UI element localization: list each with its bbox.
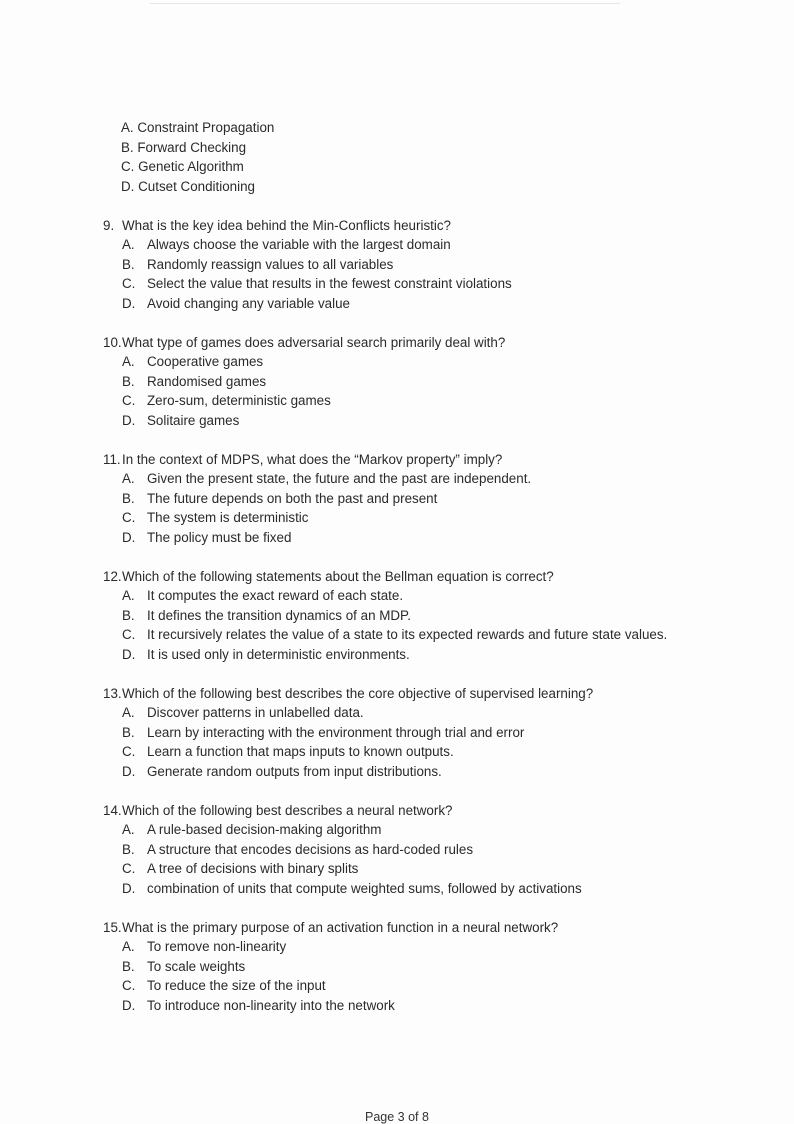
option-letter: B. bbox=[122, 958, 135, 974]
option-text: C. Genetic Algorithm bbox=[121, 159, 244, 174]
option bbox=[0, 840, 794, 860]
option-letter: A. bbox=[122, 705, 135, 720]
option-letter: B. bbox=[122, 724, 135, 740]
question-line bbox=[0, 801, 794, 821]
question-text: Which of the following statements about the Bellman equation is correct? bbox=[122, 568, 554, 584]
option-letter: B. bbox=[122, 256, 135, 272]
option-letter: A. bbox=[122, 471, 135, 486]
option-text: It computes the exact reward of each state. bbox=[147, 588, 404, 603]
option bbox=[0, 606, 794, 626]
option-letter: B. bbox=[122, 841, 135, 857]
question bbox=[0, 684, 794, 782]
option bbox=[0, 177, 794, 197]
option bbox=[0, 937, 794, 957]
question-number: 15. bbox=[103, 919, 122, 935]
option-text: It is used only in deterministic environments. bbox=[147, 646, 410, 662]
option bbox=[0, 372, 794, 392]
option-letter: D. bbox=[122, 880, 136, 896]
option bbox=[0, 762, 794, 782]
option-text: Randomised games bbox=[147, 373, 267, 389]
option-text: Learn by interacting with the environment through trial and error bbox=[147, 724, 525, 740]
option-letter: B. bbox=[122, 373, 135, 389]
option-text: A structure that encodes decisions as hard-coded rules bbox=[147, 841, 474, 857]
question-list bbox=[0, 118, 794, 1035]
option-letter: A. bbox=[122, 354, 135, 369]
option bbox=[0, 879, 794, 899]
option-letter: C. bbox=[122, 276, 136, 291]
option-text: It defines the transition dynamics of an MDP. bbox=[147, 607, 411, 623]
option-letter: A. bbox=[122, 237, 135, 252]
continued-options bbox=[0, 118, 794, 196]
option bbox=[0, 957, 794, 977]
question bbox=[0, 216, 794, 314]
question-text: Which of the following best describes the core objective of supervised learning? bbox=[122, 685, 594, 701]
question-line bbox=[0, 567, 794, 587]
scan-edge-line bbox=[150, 3, 620, 4]
option-text: Always choose the variable with the largest domain bbox=[147, 237, 451, 252]
option-letter: D. bbox=[122, 412, 136, 428]
option-text: combination of units that compute weighted sums, followed by activations bbox=[147, 880, 582, 896]
option-text: It recursively relates the value of a state to its expected rewards and future state values. bbox=[147, 627, 668, 642]
option-text: Select the value that results in the fewest constraint violations bbox=[147, 276, 512, 291]
option-letter: C. bbox=[122, 978, 136, 993]
option-letter: D. bbox=[122, 529, 136, 545]
option-text: Randomly reassign values to all variables bbox=[147, 256, 394, 272]
option bbox=[0, 411, 794, 431]
question-text: Which of the following best describes a neural network? bbox=[122, 802, 453, 818]
question-line bbox=[0, 216, 794, 236]
question-number: 14. bbox=[103, 802, 122, 818]
question bbox=[0, 567, 794, 665]
question-number: 11. bbox=[103, 451, 121, 467]
option-letter: A. bbox=[122, 588, 135, 603]
option bbox=[0, 645, 794, 665]
option bbox=[0, 976, 794, 996]
option-text: D. Cutset Conditioning bbox=[121, 178, 255, 194]
question-number: 13. bbox=[103, 685, 122, 701]
question-text: In the context of MDPS, what does the “Markov property” imply? bbox=[122, 451, 503, 467]
option-text: B. Forward Checking bbox=[121, 139, 247, 155]
option-text: A. Constraint Propagation bbox=[121, 120, 275, 135]
option-text: To reduce the size of the input bbox=[147, 978, 326, 993]
option bbox=[0, 508, 794, 528]
option-letter: C. bbox=[122, 393, 136, 408]
question-number: 9. bbox=[103, 217, 115, 233]
option bbox=[0, 586, 794, 606]
option bbox=[0, 996, 794, 1016]
question-line bbox=[0, 450, 794, 470]
option bbox=[0, 138, 794, 158]
question bbox=[0, 333, 794, 431]
option-letter: D. bbox=[122, 295, 136, 311]
option bbox=[0, 820, 794, 840]
option-text: The system is deterministic bbox=[147, 510, 309, 525]
option-letter: D. bbox=[122, 997, 136, 1013]
option bbox=[0, 157, 794, 177]
option bbox=[0, 723, 794, 743]
question-line bbox=[0, 918, 794, 938]
question-text: What is the primary purpose of an activation function in a neural network? bbox=[122, 919, 559, 935]
option bbox=[0, 274, 794, 294]
page-number: Page 3 of 8 bbox=[365, 1110, 429, 1124]
option-letter: B. bbox=[122, 490, 135, 506]
question-number: 10. bbox=[103, 334, 122, 350]
question bbox=[0, 801, 794, 899]
option-text: To introduce non-linearity into the network bbox=[147, 997, 395, 1013]
question-text: What is the key idea behind the Min-Conflicts heuristic? bbox=[122, 217, 451, 233]
option-letter: D. bbox=[122, 763, 136, 779]
option bbox=[0, 859, 794, 879]
option bbox=[0, 703, 794, 723]
option-text: The future depends on both the past and present bbox=[147, 490, 438, 506]
question-line bbox=[0, 333, 794, 353]
question bbox=[0, 918, 794, 1016]
option bbox=[0, 742, 794, 762]
option-letter: C. bbox=[122, 510, 136, 525]
question-line bbox=[0, 684, 794, 704]
option-text: Given the present state, the future and the past are independent. bbox=[147, 471, 532, 486]
question-number: 12. bbox=[103, 568, 122, 584]
option-text: Avoid changing any variable value bbox=[147, 295, 350, 311]
option-text: Zero-sum, deterministic games bbox=[147, 393, 331, 408]
option-letter: C. bbox=[122, 627, 136, 642]
option bbox=[0, 255, 794, 275]
option-letter: A. bbox=[122, 822, 135, 837]
option bbox=[0, 391, 794, 411]
option-letter: D. bbox=[122, 646, 136, 662]
option-letter: C. bbox=[122, 861, 136, 876]
option bbox=[0, 235, 794, 255]
option bbox=[0, 118, 794, 138]
option-text: Cooperative games bbox=[147, 354, 264, 369]
option-text: A rule-based decision-making algorithm bbox=[147, 822, 382, 837]
option-text: Discover patterns in unlabelled data. bbox=[147, 705, 364, 720]
option-letter: B. bbox=[122, 607, 135, 623]
option bbox=[0, 625, 794, 645]
option-text: A tree of decisions with binary splits bbox=[147, 861, 359, 876]
option-text: Learn a function that maps inputs to known outputs. bbox=[147, 744, 454, 759]
option-text: To remove non-linearity bbox=[147, 939, 287, 954]
option bbox=[0, 352, 794, 372]
option bbox=[0, 489, 794, 509]
option bbox=[0, 294, 794, 314]
option bbox=[0, 469, 794, 489]
option-text: To scale weights bbox=[147, 958, 246, 974]
option-text: The policy must be fixed bbox=[147, 529, 292, 545]
option-text: Solitaire games bbox=[147, 412, 240, 428]
option-text: Generate random outputs from input distributions. bbox=[147, 763, 442, 779]
question-text: What type of games does adversarial search primarily deal with? bbox=[122, 334, 506, 350]
option bbox=[0, 528, 794, 548]
option-letter: C. bbox=[122, 744, 136, 759]
question bbox=[0, 450, 794, 548]
option-letter: A. bbox=[122, 939, 135, 954]
